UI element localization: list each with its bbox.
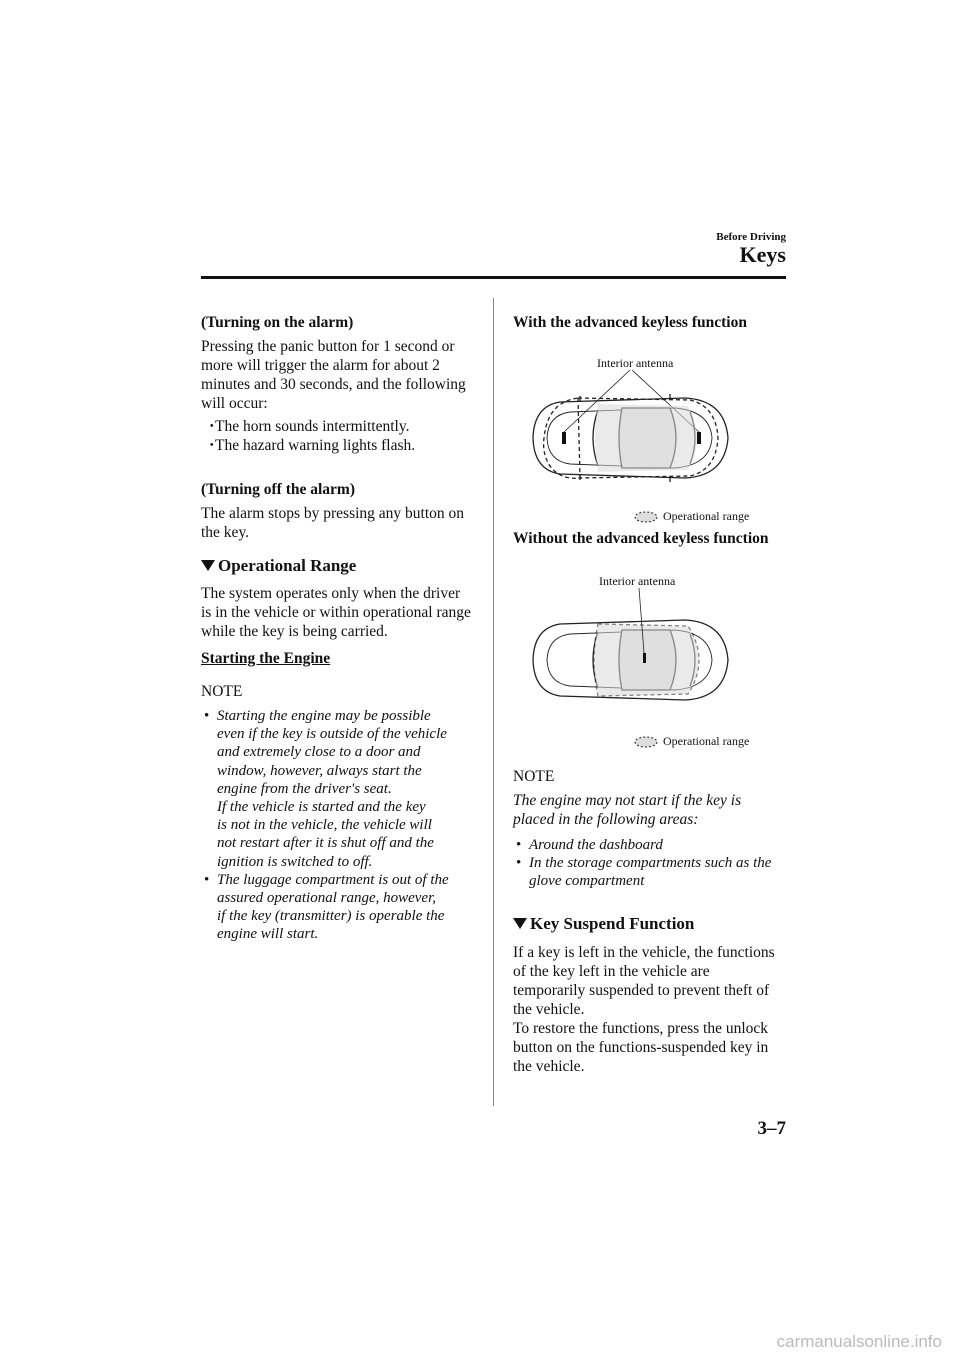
right-column — [513, 313, 788, 332]
right-note-block — [513, 767, 788, 1076]
operational-range-icon — [634, 511, 658, 523]
with-advanced-heading: With the advanced keyless function — [513, 314, 747, 331]
key-suspend-heading: Key Suspend Function — [513, 914, 788, 933]
note-list — [201, 707, 476, 944]
note-list — [513, 836, 788, 890]
left-column — [201, 313, 476, 944]
alarm-on-heading: (Turning on the alarm) — [201, 314, 354, 331]
alarm-off-text: The alarm stops by pressing any button on the key. — [201, 505, 465, 541]
list-item: • The luggage compartment is out of the assured operational range, however, if the key (transmitter) is operable the engine will start. — [204, 871, 449, 943]
car-diagram-with-advanced — [520, 366, 740, 491]
note-label: NOTE — [201, 683, 243, 700]
starting-engine-heading: Starting the Engine — [201, 650, 331, 667]
header-rule — [201, 276, 786, 279]
section-label: Before Driving — [716, 231, 786, 243]
without-advanced-heading: Without the advanced keyless function — [513, 530, 769, 547]
alarm-off-heading: (Turning off the alarm) — [201, 481, 355, 498]
note-intro: The engine may not start if the key is placed in the following areas: — [513, 792, 742, 828]
list-item: • In the storage compartments such as the glove compartment — [516, 855, 772, 889]
key-suspend-text: If a key is left in the vehicle, the functions of the key left in the vehicle are temporarily suspended to prevent theft of the vehicle. — [513, 944, 775, 1018]
list-item: • Starting the engine may be possible even if the key is outside of the vehicle and extremely close to a door and window, however, always start the engine from the driver's seat. If the vehicle is started and the key is not in the vehicle, the vehicle will not restart after it is shut off and the ignition is switched to off. — [204, 708, 447, 870]
operational-range-legend: Operational range — [634, 509, 749, 524]
triangle-marker-icon — [513, 918, 527, 929]
operational-range-icon — [634, 736, 658, 748]
list-item: ・ The horn sounds intermittently. — [204, 418, 410, 435]
note-label: NOTE — [513, 768, 555, 785]
key-suspend-text-2: To restore the functions, press the unlock button on the functions-suspended key in the vehicle. — [513, 1020, 769, 1075]
interior-antenna-label: Interior antenna — [599, 574, 676, 588]
antenna-marker — [562, 432, 566, 444]
list-item: ・ The hazard warning lights flash. — [204, 437, 416, 454]
triangle-marker-icon — [201, 560, 215, 571]
operational-range-legend: Operational range — [634, 734, 749, 749]
operational-range-heading: Operational Range — [201, 556, 476, 575]
watermark: carmanualsonline.info — [776, 1332, 942, 1351]
antenna-marker — [697, 432, 701, 444]
alarm-on-text: Pressing the panic button for 1 second or more will trigger the alarm for about 2 minutes and 30 seconds, and the following will occur: — [201, 338, 466, 412]
operational-range-text: The system operates only when the driver is in the vehicle or within operational range while the key is being carried. — [201, 585, 471, 640]
page-number: 3–7 — [757, 1118, 786, 1139]
interior-antenna-label: Interior antenna — [597, 356, 674, 370]
car-diagram-without-advanced — [520, 588, 740, 713]
page-title: Keys — [739, 242, 786, 267]
column-divider — [493, 298, 494, 1106]
antenna-marker — [643, 653, 646, 663]
list-item: • Around the dashboard — [516, 837, 663, 853]
